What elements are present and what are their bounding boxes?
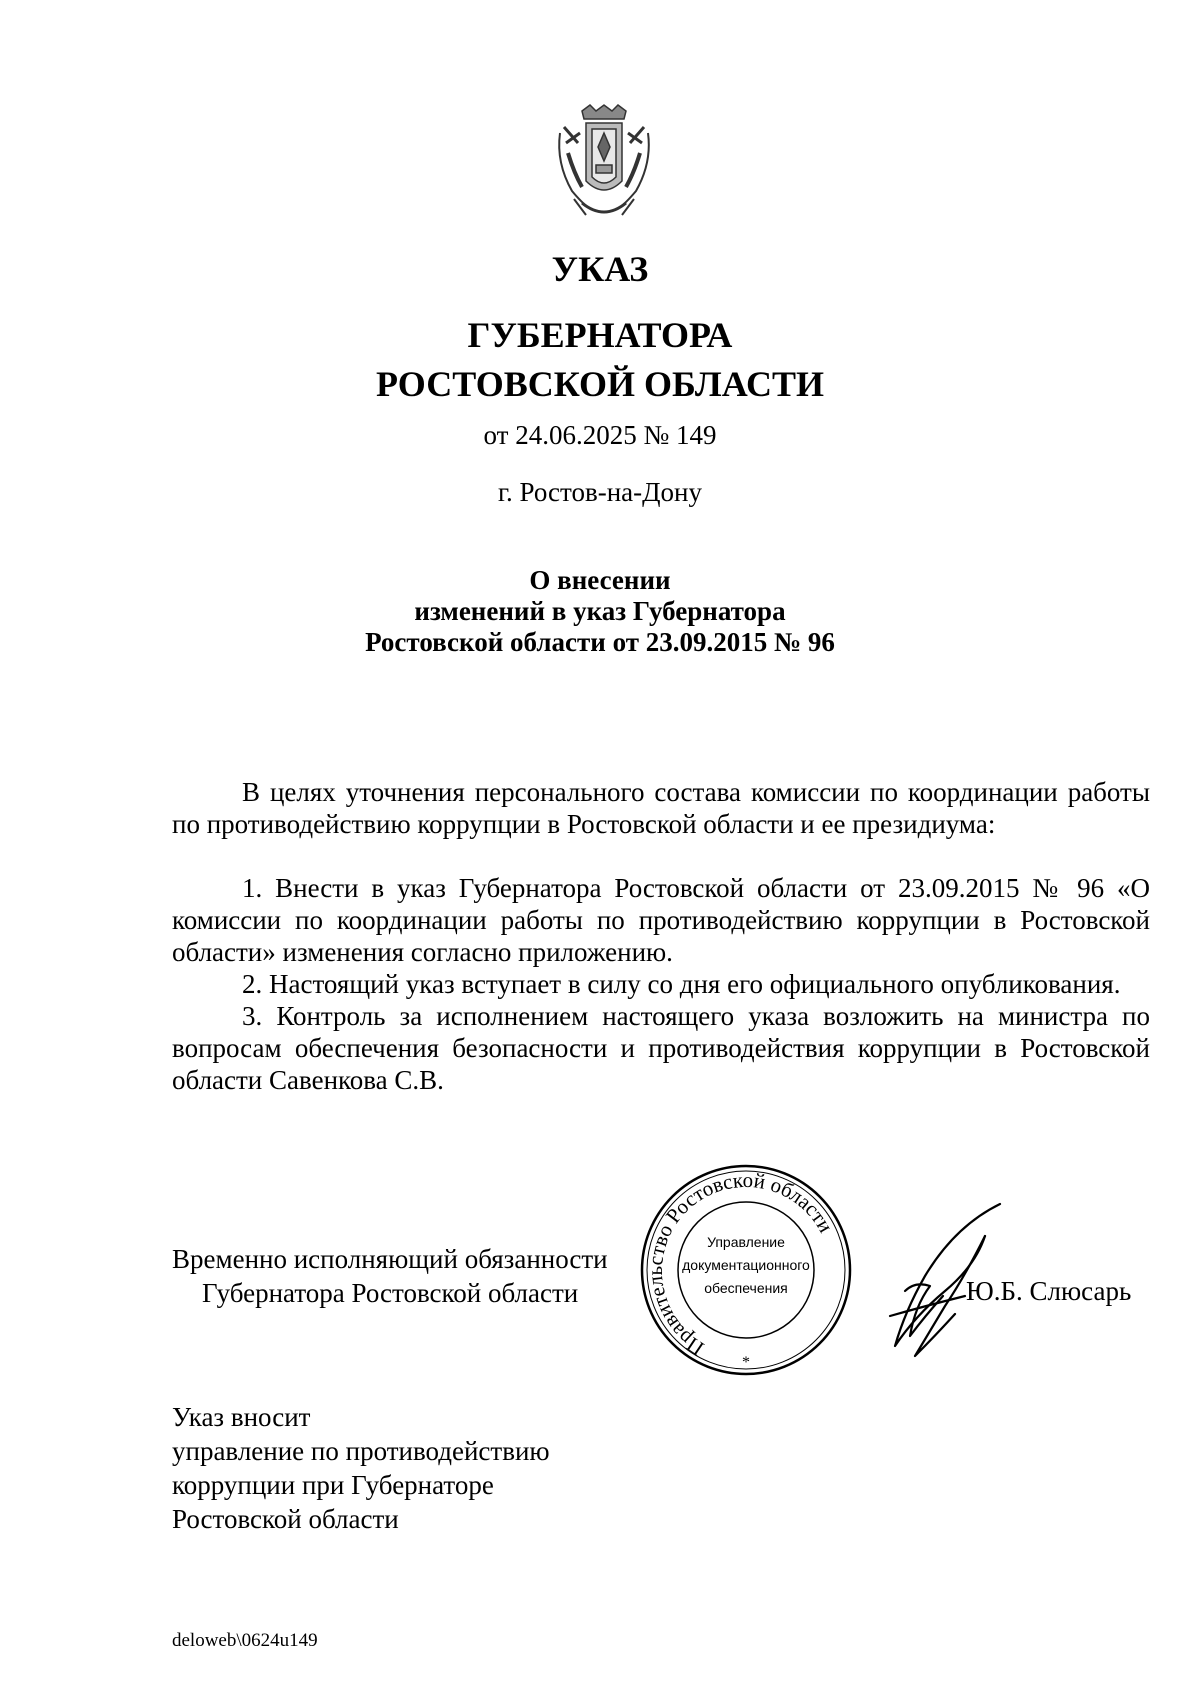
seal-ring-text: Правительство Ростовской области [642,1167,839,1361]
document-title: УКАЗ [551,249,649,289]
decree-item: 2. Настоящий указ вступает в силу со дня его официального опубликования. [242,969,1121,999]
decree-item: 3. Контроль за исполнением настоящего указа возложить на министра по вопросам обеспечения безопасности и противодействия коррупции в Ростовской области Савенкова С.В. [172,1001,1150,1095]
decree-item: 1. Внести в указ Губернатора Ростовской области от 23.09.2015 № 96 «О комиссии по координации работы по противодействию коррупции в Ростовской области» изменения согласно приложению. [172,873,1150,967]
coat-of-arms-icon [552,103,656,223]
document-city: г. Ростов-на-Дону [497,477,702,507]
seal-center-line: документационного [682,1257,810,1273]
document-date-number: от 24.06.2025 № 149 [483,420,717,450]
signer-name: Ю.Б. Слюсарь [966,1276,1132,1306]
subject-line: О внесении [529,565,671,595]
signer-position-line: Губернатора Ростовской области [202,1278,579,1308]
note-line: Указ вносит [172,1402,311,1432]
submission-note [172,1400,550,1536]
subject-line: изменений в указ Губернатора [414,596,786,626]
preamble-text: В целях уточнения персонального состава комиссии по координации работы по противодействию коррупции в Ростовской области и ее президиума: [172,777,1150,839]
signer-position-line: Временно исполняющий обязанности [172,1244,608,1274]
signer-position [172,1242,608,1310]
subject-line: Ростовской области от 23.09.2015 № 96 [365,627,835,657]
seal-star: * [742,1354,750,1371]
preamble [172,776,1150,840]
document-subtitle [0,311,1200,409]
document-subject [0,565,1200,658]
seal-center-line: обеспечения [704,1280,788,1296]
note-line: коррупции при Губернаторе [172,1470,494,1500]
subtitle-line: РОСТОВСКОЙ ОБЛАСТИ [376,364,824,404]
note-line: Ростовской области [172,1504,399,1534]
file-code: deloweb\0624u149 [172,1630,318,1651]
note-line: управление по противодействию [172,1436,550,1466]
official-seal [640,1163,852,1377]
seal-center-line: Управление [707,1234,785,1250]
decree-items [172,872,1150,1096]
subtitle-line: ГУБЕРНАТОРА [467,315,733,355]
